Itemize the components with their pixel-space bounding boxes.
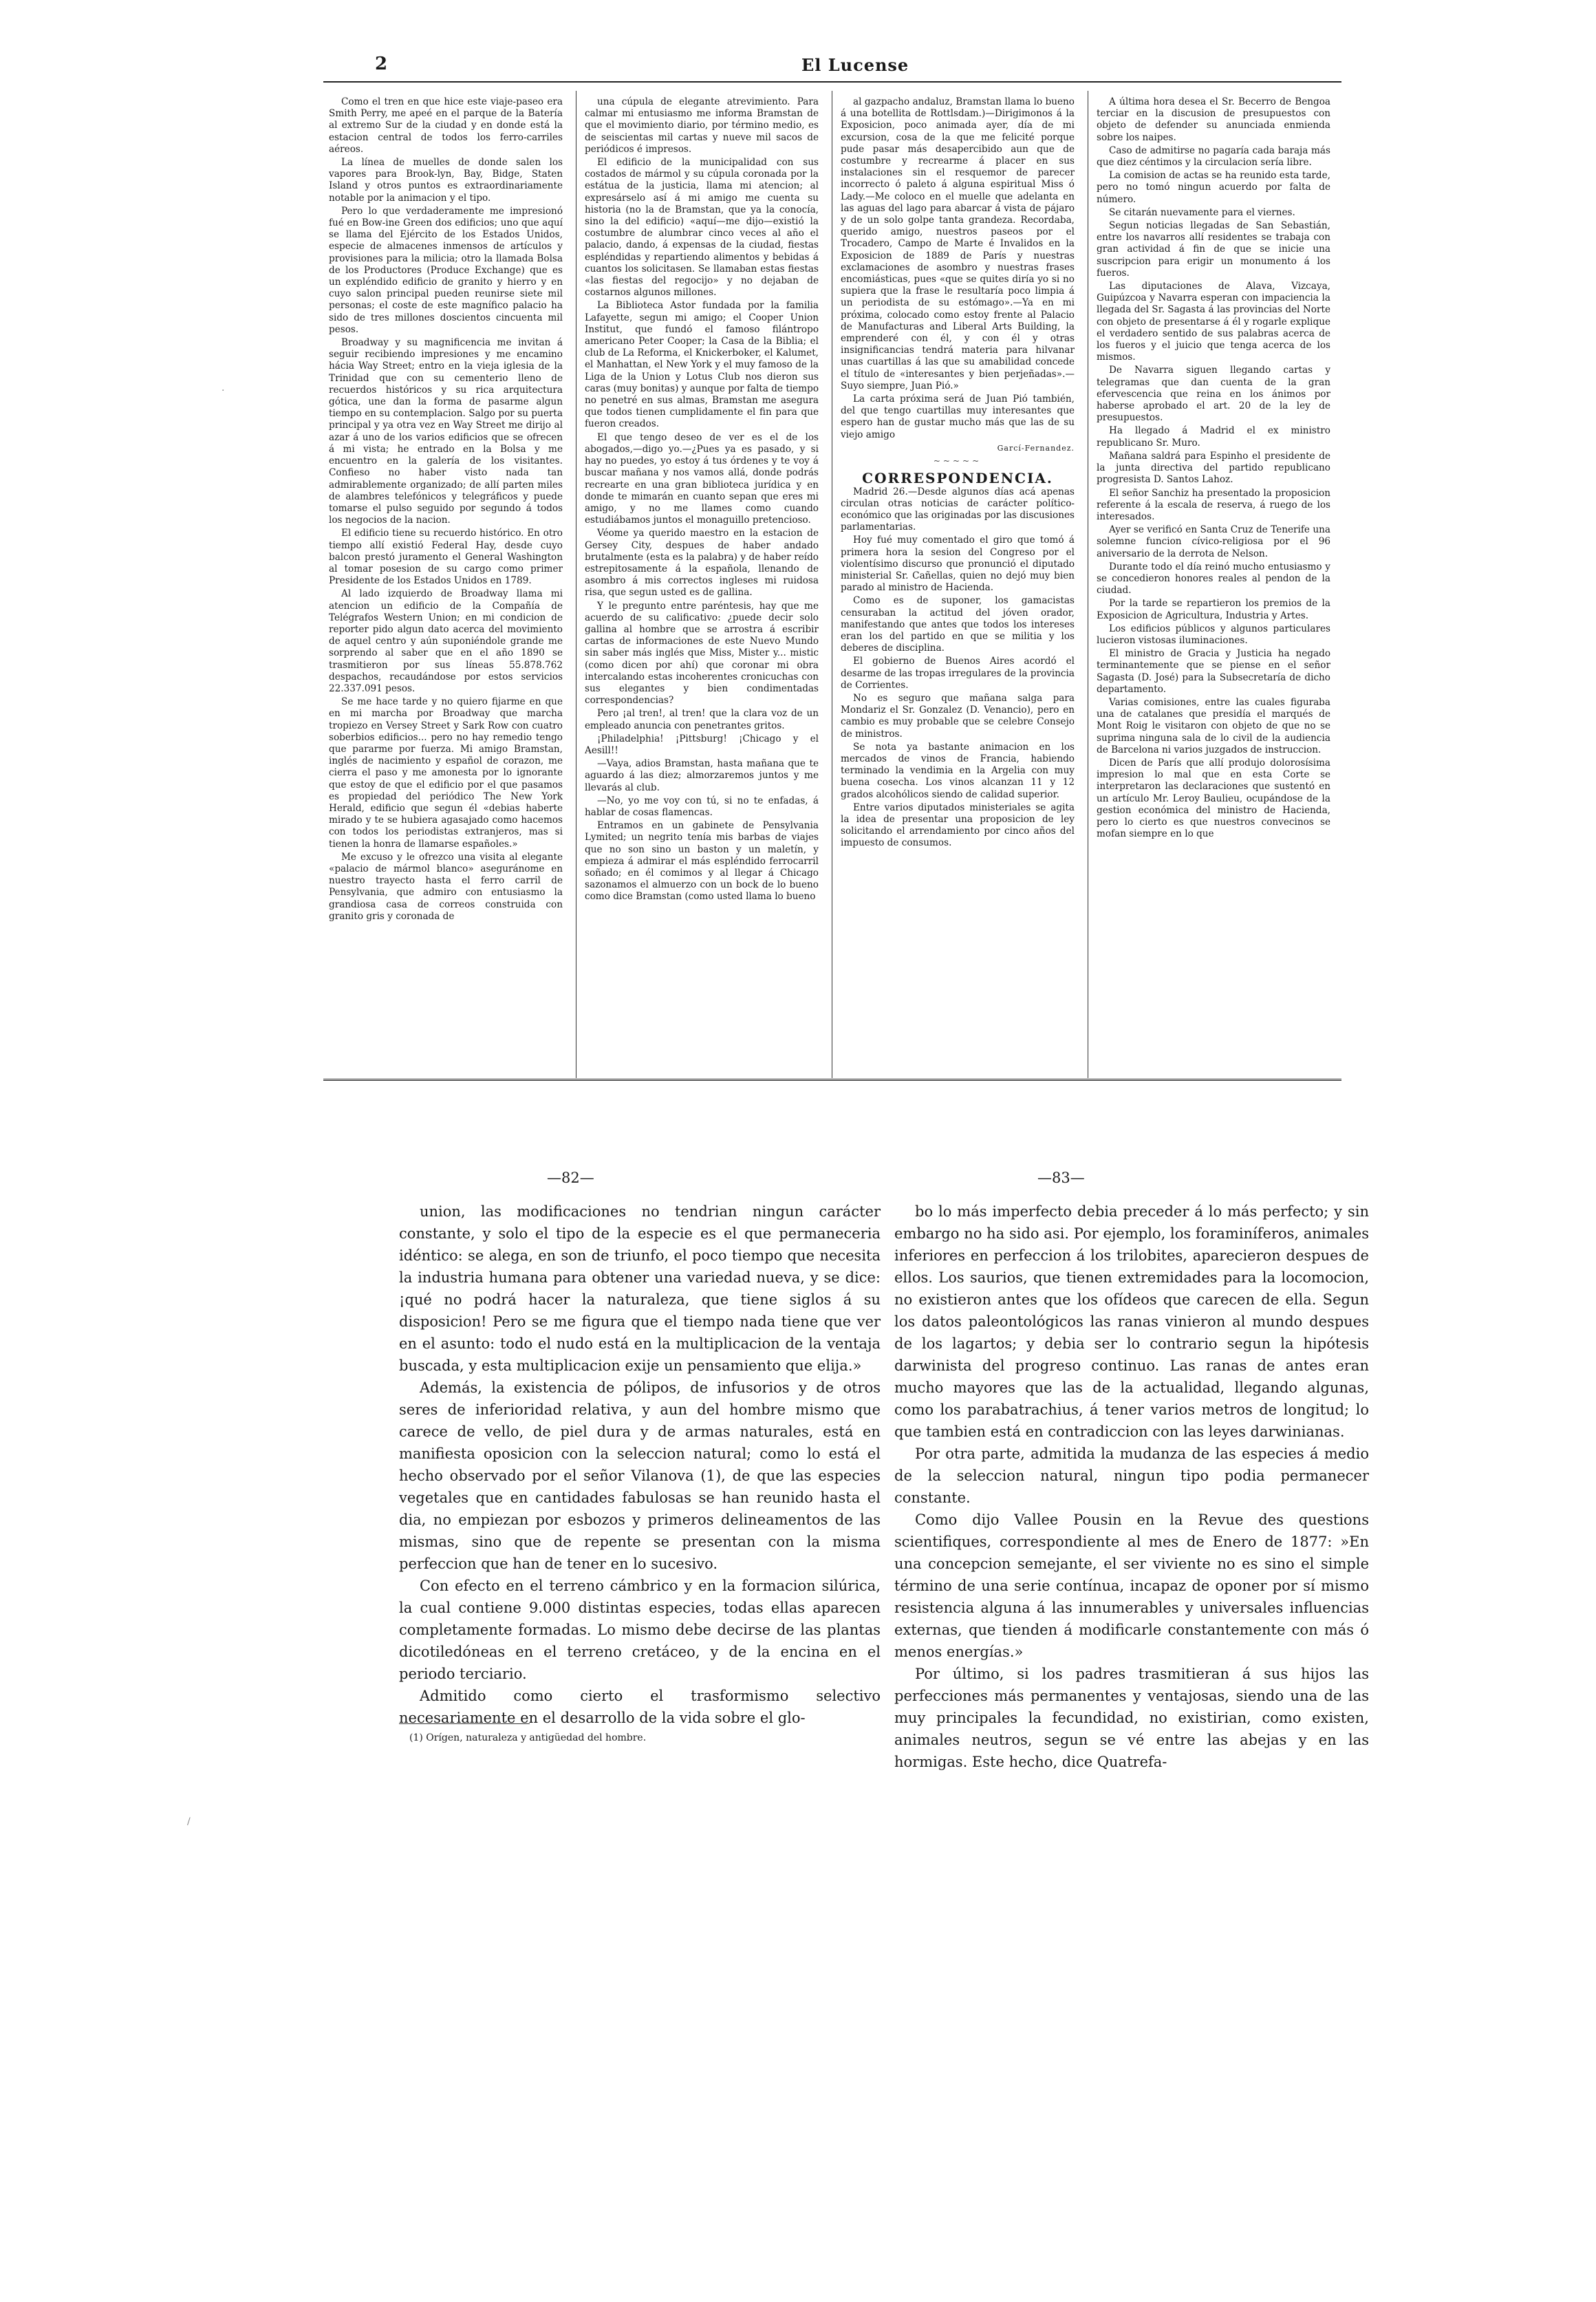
news-item: Ha llegado á Madrid el ex ministro republicano Sr. Muro. [1097, 425, 1330, 449]
book-paragraph: Como dijo Vallee Pousin en la Revue des questions scientifiques, correspondiente al mes de Enero de 1877: »En una concepcion semejante, el ser viviente no es sino el simple término de una serie contínua, incapaz de oponer por sí mismo resistencia alguna á las innumerables y universales influencias externas, que tienden á modificarle constantemente con más ó menos energías.» [894, 1512, 1369, 1660]
article-paragraph: El que tengo deseo de ver es el de los abogados,—digo yo.—¿Pues ya es pasado, y si hay no puedes, yo estoy á tus órdenes y te voy á buscar mañana y nos vamos allá, donde podrás recrearte en una gran biblioteca jurídica y en donde te mimarán en cuanto sepan que eres mi amigo, y no me llames como cuando estudiábamos juntos el monaguillo pretencioso. [585, 431, 819, 526]
article-paragraph: La línea de muelles de donde salen los vapores para Brook-lyn, Bay, Bidge, Staten Island y otros puntos es extraordinariamente notable por la animacion y el tipo. [329, 157, 563, 204]
left-page-number: —82— [547, 1170, 594, 1186]
news-item: No es seguro que mañana salga para Mondariz el Sr. Gonzalez (D. Venancio), pero en cambio es muy probable que se celebre Consejo de ministros. [841, 692, 1075, 740]
footnote-divider [399, 1723, 530, 1724]
article-paragraph: Broadway y su magnificencia me invitan á seguir recibiendo impresiones y me encamino hácia Way Street; entro en la vieja iglesia de la Trinidad que con su cementerio lleno de recuerdos históricos y su rica arquitectura gótica, une dan la forma de pasarme algun tiempo en su contemplacion. Salgo por su puerta principal y ya otra vez en Way Street me dirijo al azar á uno de los varios edificios que se ofrecen á mi vista; he entrado en la Bolsa y me encuentro en la galería de los visitantes. Confieso no haber visto nada tan admirablemente organizado; de allí parten miles de alambres telefónicos y telegráficos y puede tomarse el pulso seguido por segundo á todos los negocios de la nacion. [329, 337, 563, 526]
book-paragraph: Con efecto en el terreno cámbrico y en la formacion silúrica, la cual contiene 9.000 distintas especies, todas ellas aparecen completamente formadas. Lo mismo debe decirse de las plantas dicotiledóneas en el terreno cretáceo, y de la encina en el periodo terciario. [399, 1578, 881, 1682]
column-3 [841, 96, 1075, 1077]
news-item: A última hora desea el Sr. Becerro de Bengoa terciar en la discusion de presupuestos con objeto de defender su anunciada enmienda sobre los naipes. [1097, 96, 1330, 143]
header-divider [323, 81, 1341, 83]
article-paragraph: al gazpacho andaluz, Bramstan llama lo bueno á una botellita de Rottlsdam.)—Dirigimonos á la Exposicion, poco animada ayer, día de mi excursion, cosa de la que me felicité porque pude pasar más desapercibido aun que de costumbre y recrearme á placer en sus instalaciones sin el resquemor de parecer incorrecto ó paleto á alguna espiritual Miss ó Lady.—Me coloco en el muelle que adelanta en las aguas del lago para abarcar á vista de pájaro y de un solo golpe tanta grandeza. Recordaba, querido amigo, nuestros paseos por el Trocadero, Campo de Marte é Invalidos en la Exposicion de 1889 de París y nuestras exclamaciones de asombro y nuestras frases encomiásticas, pues «que se quites diría yo si no supiera que la frase le resultaría poco limpia á un periodista de su estómago».—Ya en mi próxima, colocado como estoy frente al Palacio de Manufacturas and Liberal Arts Building, la emprenderé con él, y con él y otras insignificancias tendrá materia para hilvanar unas cuartillas á las que su amabilidad concede el título de «interesantes y bien perjeñadas».—Suyo siempre, Juan Pió.» [841, 96, 1075, 391]
section-title: CORRESPONDENCIA. [862, 470, 1053, 487]
newspaper-page-number: 2 [375, 54, 388, 74]
news-item: De Navarra siguen llegando cartas y telegramas que dan cuenta de la gran efervescencia que reina en los ánimos por haberse aprobado el art. 20 de la ley de presupuestos. [1097, 365, 1330, 424]
news-item: Durante todo el día reinó mucho entusiasmo y se concedieron honores reales al pendon de la ciudad. [1097, 561, 1330, 596]
book-paragraph: bo lo más imperfecto debia preceder á lo más perfecto; y sin embargo no ha sido asi. Por ejemplo, los foraminíferos, animales inferiores en perfeccion á los trilobites, aparecieron despues de ellos. Los saurios, que tienen extremidades para la locomocion, no existieron antes que los ofídeos que carecen de ella. Segun los datos paleontológicos las ranas vinieron al mundo despues de los lagartos; y debia ser lo contrario segun la hipótesis darwinista del progreso continuo. Las ranas de antes eran mucho mayores que las de la actualidad, llegando algunas, como los parabatrachius, á tener varios metros de longitud; lo que tambien está en contradiccion con las leyes darwinianas. [894, 1203, 1369, 1440]
news-item: El ministro de Gracia y Justicia ha negado terminantemente que se piense en el señor Sagasta (D. José) para la Subsecretaría de dicho departamento. [1097, 648, 1330, 695]
news-item: El señor Sanchiz ha presentado la proposicion referente á la escala de reserva, á ruego de los interesados. [1097, 487, 1330, 522]
article-paragraph: La carta próxima será de Juan Pió también, del que tengo cuartillas muy interesantes que espero han de gustar mucho más que las de su viejo amigo [841, 394, 1075, 440]
article-signature: Garcí-Fernandez. [997, 443, 1075, 453]
right-page-number: —83— [1037, 1170, 1085, 1186]
column-2 [585, 96, 819, 1077]
article-paragraph: Se me hace tarde y no quiero fijarme en que en mi marcha por Broadway que marcha tropiezo en Versey Street y Sark Row con cuatro soberbios edificios... pero no hay remedio tengo que pararme por fuerza. Mi amigo Bramstan, inglés de nacimiento y español de corazon, me cierra el paso y me amonesta por lo ignorante que estoy de que el edificio por el que pasamos es propiedad del periódico The New York Herald, edificio que segun él «debias haberte mirado y te se hubiera agasajado como hacemos con todos los periodistas extranjeros, mas si tienen la honra de llamarse españoles.» [329, 696, 563, 850]
book-paragraph: union, las modificaciones no tendrian ningun carácter constante, y solo el tipo de la especie es el que permaneceria idéntico: se alega, en son de triunfo, el poco tiempo que necesita la industria humana para obtener una variedad nueva, y se dice: ¡qué no podrá hacer la naturaleza, que tiene siglos á su disposicion! Pero se me figura que el tiempo nada tiene que ver en el asunto: todo el nudo está en la multiplicacion de la ventaja buscada, y esta multiplicacion exije un pensamiento que elija.» [399, 1203, 881, 1374]
scan-artifact: / [187, 1816, 191, 1827]
news-item: Caso de admitirse no pagaría cada baraja más que diez céntimos y la circulacion sería libre. [1097, 144, 1330, 169]
article-paragraph: Pero ¡al tren!, al tren! que la clara voz de un empleado anuncia con penetrantes gritos. [585, 708, 819, 731]
article-paragraph: ¡Philadelphia! ¡Pittsburg! ¡Chicago y el Aesill!! [585, 733, 819, 756]
article-paragraph: una cúpula de elegante atrevimiento. Para calmar mi entusiasmo me informa Bramstan de que el movimiento diario, por término medio, es de seiscientas mil cartas y nueve mil sacos de periódicos é impresos. [585, 96, 819, 155]
article-paragraph: Véome ya querido maestro en la estacion de Gersey City, despues de haber andado brutalmente (esta es la palabra) y de haber reído estrepitosamente á la española, llenando de asombro á mis correctos ingleses mi ruidosa risa, que segun usted es de gallina. [585, 528, 819, 599]
book-paragraph: Por otra parte, admitida la mudanza de las especies á medio de la seleccion natural, ningun tipo podia permanecer constante. [894, 1445, 1369, 1506]
book-paragraph: Admitido como cierto el trasformismo selectivo necesariamente en el desarrollo de la vida sobre el glo- [399, 1688, 881, 1726]
book-paragraph: Además, la existencia de pólipos, de infusorios y de otros seres de inferioridad relativa, y aun del hombre mismo que carece de vello, de piel dura y de armas naturales, está en manifiesta oposicion con la seleccion natural; como lo está el hecho observado por el señor Vilanova (1), de que las especies vegetales que en cantidades fabulosas se han reunido hasta el dia, no empiezan por esbozos y primeros delineamentos de las mismas, sino que de repente se presentan con la misma perfeccion que han de tener en lo sucesivo. [399, 1379, 881, 1572]
article-paragraph: Al lado izquierdo de Broadway llama mi atencion un edificio de la Compañía de Telégrafos Western Union; en mi condicion de reporter pido algun dato acerca del movimiento de aquel centro y aún suponiéndole grande me sorprendo al saber que en el año 1890 se trasmitieron por sus líneas 55.878.762 despachos, recaudándose por estos servicios 22.337.091 pesos. [329, 588, 563, 694]
newspaper-columns [323, 88, 1341, 1079]
book-paragraph: Por último, si los padres trasmitieran á sus hijos las perfecciones más permanentes y ventajosas, siendo una de las muy principales la fecundidad, no existirian, como existen, animales neutros, segun se vé entre las abejas y en las hormigas. Este hecho, dice Quatrefa- [894, 1666, 1369, 1770]
news-item: Las diputaciones de Alava, Vizcaya, Guipúzcoa y Navarra esperan con impaciencia la llegada del Sr. Sagasta á las provincias del Norte con objeto de presentarse á él y rogarle explique el verdadero sentido de sus palabras acerca de los fueros y el juicio que tenga acerca de los mismos. [1097, 281, 1330, 363]
news-item: Dicen de París que allí produjo dolorosísima impresion lo mal que en esta Corte se interpretaron las declaraciones que sustentó en un artículo Mr. Leroy Baulieu, ocupándose de la gestion económica del ministro de Hacienda, pero lo cierto es que nuestros convecinos se mofan siempre en lo que [1097, 757, 1330, 840]
news-item: Mañana saldrá para Espinho el presidente de la junta directiva del partido republicano progresista D. Santos Lahoz. [1097, 450, 1330, 486]
news-item: Segun noticias llegadas de San Sebastián, entre los navarros allí residentes se trabaja con gran actividad á fin de que se inicie una suscripcion para erigir un monumento á los fueros. [1097, 220, 1330, 279]
article-paragraph: —No, yo me voy con tú, si no te enfadas, á hablar de cosas flamencas. [585, 795, 819, 818]
news-item: Se citarán nuevamente para el viernes. [1109, 206, 1295, 218]
right-page-text [894, 1201, 1369, 1773]
news-item: Madrid 26.—Desde algunos días acá apenas circulan otras noticias de carácter político-económico que las originadas por las discusiones parlamentarias. [841, 486, 1075, 533]
news-item: Hoy fué muy comentado el giro que tomó á primera hora la sesion del Congreso por el violentísimo discurso que pronunció el diputado ministerial Sr. Cañellas, quien no dejó muy bien parado al ministro de Hacienda. [841, 535, 1075, 594]
news-item: Como es de suponer, los gamacistas censuraban la actitud del jóven orador, manifestando que antes que todos los intereses eran los del partido en que se militia y los deberes de disciplina. [841, 595, 1075, 654]
news-item: Ayer se verificó en Santa Cruz de Tenerife una solemne funcion cívico-religiosa por el 96 aniversario de la derrota de Nelson. [1097, 524, 1330, 559]
article-paragraph: Me excuso y le ofrezco una visita al elegante «palacio de mármol blanco» aseguránome en nuestro trayecto hasta el ferro carril de Pensylvania, que admiro con entusiasmo la grandiosa casa de correos construida con granito gris y coronada de [329, 851, 563, 922]
article-paragraph: El edificio de la municipalidad con sus costados de mármol y su cúpula coronada por la estátua de la justicia, llama mi atencion; al expresárselo así á mi amigo me cuenta su historia (no la de Bramstan, que ya la conocía, sino la del edificio) «aquí—me dijo—existió la costumbre de alumbrar cinco veces al año el palacio, dando, á expensas de la ciudad, fiestas espléndidas y repartiendo alimentos y bebidas á cuantos los solicitasen. Se llamaban estas fiestas «las fiestas del regocijo» y no dejaban de costarnos algunos millones. [585, 157, 819, 299]
article-paragraph: Pero lo que verdaderamente me impresionó fué en Bow-ine Green dos edificios; uno que aquí se llama del Ejército de los Estados Unidos, especie de almacenes inmensos de artículos y provisiones para la milicia; otro la llamada Bolsa de los Productores (Produce Exchange) que es un expléndido edificio de granito y hierro y en cuyo salon principal pueden reunirse siete mil personas; el coste de este magnífico palacio ha sido de tres millones doscientos cincuenta mil pesos. [329, 205, 563, 335]
newspaper-title: El Lucense [801, 55, 909, 75]
news-item: Los edificios públicos y algunos particulares lucieron vistosas iluminaciones. [1097, 623, 1330, 646]
article-paragraph: La Biblioteca Astor fundada por la familia Lafayette, segun mi amigo; el Cooper Union Institut, que fundó el famoso filántropo americano Peter Cooper; la Casa de la Biblia; el club de La Reforma, el Knickerboker, el Kalumet, el Manhattan, el New York y el muy famoso de la Liga de la Union y Lotus Club nos dieron sus caras (muy bonitas) y aunque por falta de tiempo no penetré en sus almas, Bramstan me asegura que todos tienen cumplidamente el fin para que fueron creados. [585, 300, 819, 430]
ornament-divider: ~~~~~ [933, 456, 982, 466]
footer-divider [323, 1079, 1341, 1081]
news-item: Entre varios diputados ministeriales se agita la idea de presentar una proposicion de ley solicitando el arrendamiento por cinco años del impuesto de consumos. [841, 802, 1075, 849]
article-paragraph: El edificio tiene su recuerdo histórico. En otro tiempo allí existió Federal Hay, desde cuyo balcon prestó juramento el General Washington al tomar posesion de su cargo como primer Presidente de los Estados Unidos en 1789. [329, 528, 563, 587]
left-page-text [399, 1201, 881, 1729]
article-paragraph: —Vaya, adios Bramstan, hasta mañana que te aguardo á las diez; almorzaremos juntos y me llevarás al club. [585, 758, 819, 793]
footnote: (1) Orígen, naturaleza y antigüedad del hombre. [409, 1732, 647, 1743]
news-item: Varias comisiones, entre las cuales figuraba una de catalanes que presidía el marqués de Mont Roig le visitaron con objeto de que no se suprima ninguna sala de lo civil de la audiencia de Barcelona ni varios juzgados de instruccion. [1097, 696, 1330, 755]
scan-artifact: · [222, 385, 225, 396]
column-1 [329, 96, 563, 1077]
news-item: Por la tarde se repartieron los premios de la Exposicion de Agricultura, Industria y Artes. [1097, 598, 1330, 621]
article-paragraph: Como el tren en que hice este viaje-paseo era Smith Perry, me apeé en el parque de la Batería al extremo Sur de la ciudad y en donde está la estacion central de todos los ferro-carriles aéreos. [329, 96, 563, 155]
news-item: La comision de actas se ha reunido esta tarde, pero no tomó ningun acuerdo por falta de número. [1097, 170, 1330, 205]
article-paragraph: Y le pregunto entre paréntesis, hay que me acuerdo de su calificativo: ¿puede decir solo gallina al hombre que se arrostra á escribir cartas de informaciones de este Nuevo Mundo sin saber más inglés que Miss, Mister y... mistic (como dicen por ahí) que coronar mi obra intercalando estas incoherentes cronicuchas con sus elegantes y bien condimentadas correspondencias? [585, 600, 819, 707]
news-item: Se nota ya bastante animacion en los mercados de vinos de Francia, habiendo terminado la vendimia en la Argelia con muy buena cosecha. Los vinos alcanzan 11 y 12 grados alcohólicos siendo de calidad superior. [841, 741, 1075, 800]
column-4 [1097, 96, 1330, 1077]
article-paragraph: Entramos en un gabinete de Pensylvania Lymited; un negrito tenía mis barbas de viajes que no son sino un baston y un maletín, y empieza á admirar el más espléndido ferrocarril soñado; en él comimos y al llegar á Chicago sazonamos el almuerzo con un bock de lo bueno como dice Bramstan (como usted llama lo bueno [585, 820, 819, 903]
news-item: El gobierno de Buenos Aires acordó el desarme de las tropas irregulares de la provincia de Corrientes. [841, 656, 1075, 691]
